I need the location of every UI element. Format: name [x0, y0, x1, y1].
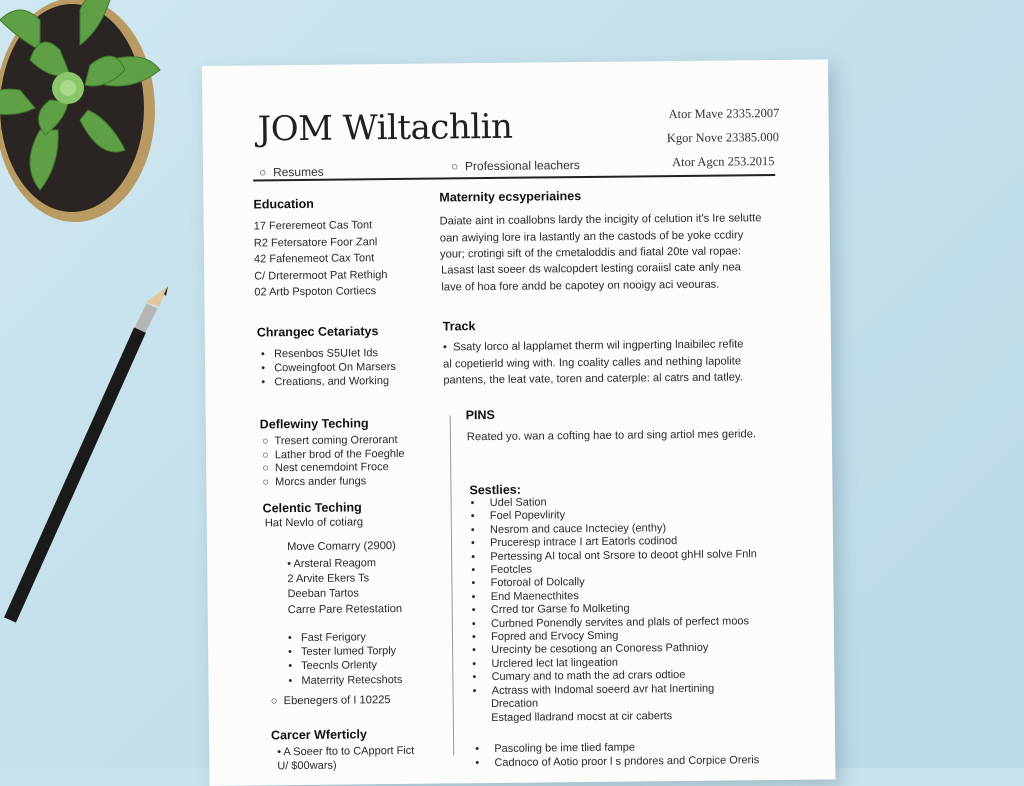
- list-item: • Crred tor Garse fo Molketing: [471, 602, 630, 617]
- list-item: • Creations, and Working: [261, 375, 390, 389]
- list-item: C/ Drterermoot Pat Rethigh: [254, 268, 388, 282]
- list-item: • Tester lumed Torply: [288, 645, 397, 659]
- list-item: Estaged lladrand mocst at cir caberts: [491, 709, 673, 724]
- list-item: 42 Fafenemeot Cax Tont: [253, 252, 375, 266]
- list-item: Deeban Tartos: [287, 587, 359, 601]
- meta-line-2: Kgor Nove 23385.000: [666, 129, 779, 146]
- maternity-paragraph-1: Daiate aint in coallobns lardy the incigity of celution it's Ire selutte oan awiying lore ira lastantly an the castods of be yoke ccdiry your; crotingi sift of the cmetaloddis and fiatal 20te val ropae:: [439, 212, 762, 261]
- list-item: • Fotoroal of Dolcally: [471, 576, 585, 590]
- list-item: • Resenbos S5UIet Ids: [260, 347, 379, 361]
- care-line: Carre Pare Retestation: [287, 602, 403, 617]
- list-item: 2 Arvite Ekers Ts: [287, 572, 370, 586]
- sestlies-list: [471, 494, 759, 725]
- list-item: • Teecnls Orlenty: [288, 659, 377, 673]
- list-item: • Pertessing AI tocal ont Srsore to deoot ghHl solve Fnln: [471, 547, 757, 563]
- list-item: • Udel Sation: [470, 496, 547, 510]
- meta-line-3: Ator Agcn 253.2015: [671, 154, 775, 170]
- meta-line-1: Ator Mave 2335.2007: [668, 105, 780, 122]
- list-item: • A Soeer fto to CApport Fict: [277, 744, 415, 759]
- resume-name: JOM Wiltachlin: [257, 106, 513, 150]
- track-heading: Track: [442, 319, 476, 334]
- list-item: • Pascoling be ime tlied fampe: [475, 741, 636, 756]
- ebenegers-line: ○ Ebenegers of I 10225: [270, 694, 391, 708]
- celentic-bullets: [288, 630, 402, 688]
- list-item: Drecation: [490, 697, 539, 711]
- deflewing-list: [262, 434, 405, 489]
- celentic-sub: Hat Nevlo of cotiarg: [264, 516, 364, 530]
- career-heading: Carcer Wferticly: [270, 727, 367, 743]
- changes-heading: Chrangec Cetariatys: [256, 324, 379, 340]
- succulent-plant-image: [0, 0, 180, 250]
- list-item: • Feotcles: [471, 563, 533, 577]
- list-item: • Materrity Retecshots: [288, 673, 403, 687]
- header-divider: [253, 174, 775, 181]
- list-item: ○ Nest cenemdoint Froce: [262, 461, 389, 475]
- changes-list: [261, 346, 396, 389]
- list-item: R2 Fetersatore Foor Zanl: [253, 235, 378, 249]
- sestlies-heading: Sestlies:: [469, 482, 521, 498]
- education-heading: Education: [253, 196, 314, 212]
- celentic-heading: Celentic Teching: [262, 500, 362, 516]
- list-item: • Urclered lect lat lingeation: [472, 656, 619, 671]
- track-paragraph: • Ssaty lorco al lapplamet therm wil ingperting lnaibilec refite al copetierld wing with. Ing coality calles and nething lapolite pantens, the leat vate, toren and caterple: al catrs and tatley.: [442, 338, 744, 387]
- list-item: • Cadnoco of Aotio proor l s pndores and Corpice Oreris: [475, 754, 760, 770]
- list-item: • Pruceresp intrace I art Eatorls codinod: [470, 535, 678, 550]
- list-item: 17 Fereremeot Cas Tont: [253, 219, 373, 233]
- list-item: • End Maenecthites: [471, 589, 579, 604]
- pencil-image: [0, 280, 180, 660]
- list-item: ○ Lather brod of the Foeghle: [262, 447, 405, 461]
- deflewing-heading: Deflewiny Teching: [259, 416, 369, 432]
- maternity-heading: Maternity ecsyperiaines: [439, 189, 582, 205]
- subhead-left: ○ Resumes: [259, 164, 324, 180]
- move-company: Move Comarry (2900): [286, 539, 396, 554]
- pins-text: Reated yo. wan a cofting hae to ard sing artiol mes geride.: [466, 428, 757, 444]
- list-item: • Foel Popevlirity: [470, 509, 566, 523]
- maternity-paragraph-2: Lasast last soeer ds walcopdert lesting coraiisl cate anly nea lave of hoa fore andd be capotey on nooigy aci veouras.: [441, 261, 741, 294]
- list-item: • Actrass with Indomal soeerd avr hat lnertining: [472, 682, 715, 697]
- pins-heading: PINS: [465, 407, 495, 423]
- subhead-right: ○ Professional leachers: [450, 158, 580, 174]
- list-item: ○ Tresert coming Orerorant: [261, 433, 398, 448]
- list-item: U/ $00wars): [277, 759, 337, 773]
- resume-paper: [202, 59, 836, 786]
- list-item: • Coweingfoot On Marsers: [261, 360, 396, 375]
- list-item: • Nesrom and cauce Incteciey (enthy): [470, 521, 667, 537]
- list-item: • Urecinty be cesotiong an Conoress Pathnioy: [472, 642, 709, 657]
- list-item: • Curbned Ponendly servites and plals of perfect moos: [471, 614, 750, 630]
- list-item: • Arsteral Reagom: [287, 557, 377, 571]
- move-list: [287, 556, 376, 602]
- list-item: 02 Artb Pspoton Cortiecs: [254, 285, 377, 299]
- list-item: • Fopred and Ervocy Sming: [471, 629, 619, 644]
- list-item: • Cumary and to math the ad crars odtioe: [472, 669, 686, 684]
- education-list: [254, 217, 388, 301]
- career-list: [277, 744, 414, 773]
- sestlies-bottom-list: [475, 739, 759, 770]
- list-item: • Fast Ferigory: [287, 631, 366, 645]
- list-item: ○ Morcs ander fungs: [262, 474, 367, 488]
- column-divider: [450, 415, 455, 755]
